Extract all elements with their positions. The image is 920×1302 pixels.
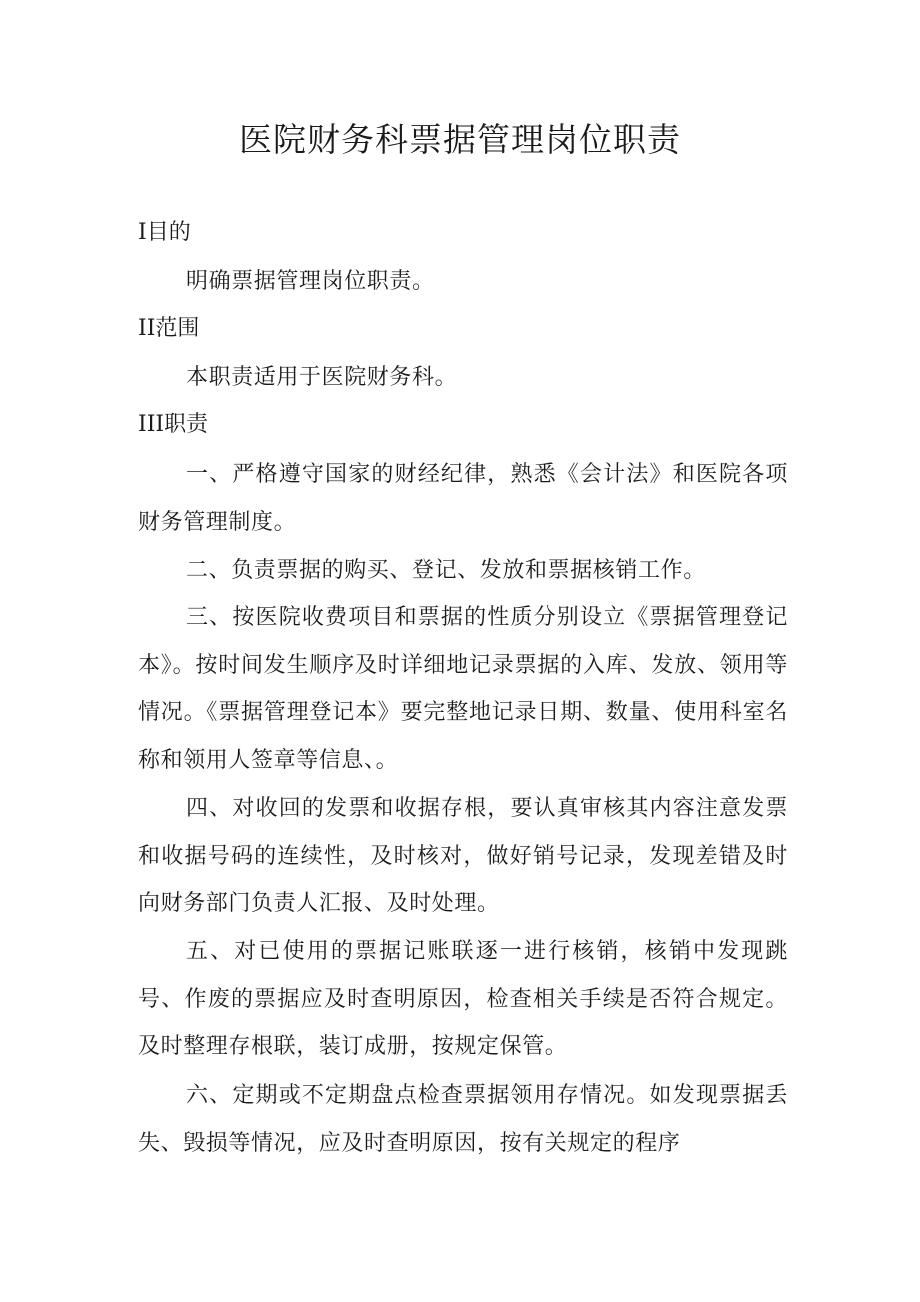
- duty-paragraph-4: 四、对收回的发票和收据存根，要认真审核其内容注意发票和收据号码的连续性，及时核对，做好销号记录，发现差错及时向财务部门负责人汇报、及时处理。: [138, 796, 788, 917]
- duty-paragraph-3: 三、按医院收费项目和票据的性质分别设立《票据管理登记本》。按时间发生顺序及时详细地记录票据的入库、发放、领用等情况。《票据管理登记本》要完整地记录日期、数量、使用科室名称和领用人签章等信息、。: [138, 605, 788, 773]
- document-title: 医院财务科票据管理岗位职责: [239, 120, 681, 159]
- paragraph-scope: 本职责适用于医院财务科。: [186, 365, 458, 390]
- duty-paragraph-5: 五、对已使用的票据记账联逐一进行核销，核销中发现跳号、作废的票据应及时查明原因，检查相关手续是否符合规定。及时整理存根联，装订成册，按规定保管。: [138, 939, 788, 1060]
- duty-paragraph-6: 六、定期或不定期盘点检查票据领用存情况。如发现票据丢失、毁损等情况，应及时查明原因，按有关规定的程序: [138, 1083, 788, 1156]
- duty-paragraph-1: 一、严格遵守国家的财经纪律，熟悉《会计法》和医院各项财务管理制度。: [138, 462, 788, 535]
- section-heading-duties: III职责: [138, 412, 209, 437]
- section-heading-purpose: I目的: [138, 220, 191, 245]
- paragraph-purpose: 明确票据管理岗位职责。: [186, 269, 435, 294]
- duty-paragraph-2: 二、负责票据的购买、登记、发放和票据核销工作。: [186, 558, 706, 583]
- section-heading-scope: II范围: [138, 316, 200, 341]
